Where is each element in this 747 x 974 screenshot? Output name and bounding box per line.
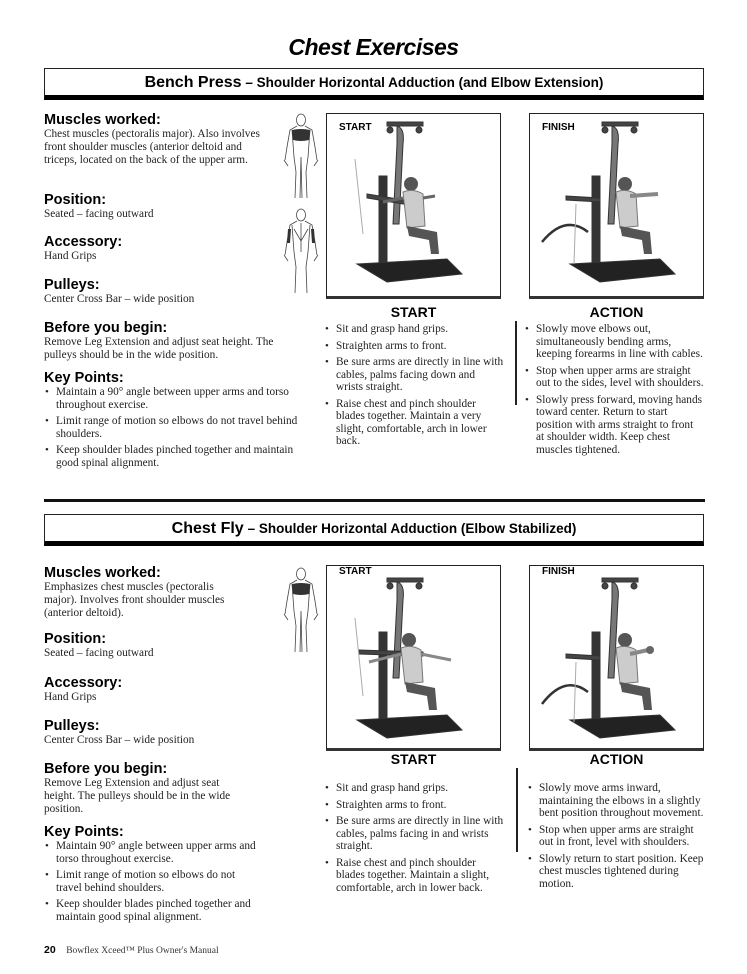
exercise-header-chest-fly (44, 514, 704, 546)
exercise-name: Bench Press (144, 74, 242, 91)
muscles-worked-section (44, 112, 302, 167)
start-step: • Raise chest and pinch shoulder blades together. Maintain a slight, comfortable, arch in lower back. (324, 857, 504, 895)
muscles-worked-heading: Muscles worked: (44, 112, 161, 128)
photo-label-finish: FINISH (542, 566, 575, 577)
bowflex-machine-image (530, 114, 704, 299)
start-step: • Straighten arms to front. (324, 799, 504, 812)
section-divider (44, 499, 705, 502)
start-step: • Sit and grasp hand grips. (324, 782, 504, 795)
exercise-description: – Shoulder Horizontal Adduction (and Elbow Extension) (245, 75, 604, 90)
key-point: • Limit range of motion so elbows do not travel behind shoulders. (44, 869, 256, 894)
photo-label-start: START (339, 566, 372, 577)
action-step: • Slowly return to start position. Keep chest muscles tightened during motion. (527, 853, 707, 891)
start-title: START (390, 304, 437, 320)
photo-label-finish: FINISH (542, 122, 575, 133)
key-point: • Keep shoulder blades pinched together and maintain good spinal alignment. (44, 898, 256, 923)
muscles-worked-section (44, 565, 302, 620)
page-footer (44, 944, 219, 956)
before-you-begin-section (44, 320, 302, 362)
start-step: • Be sure arms are directly in line with cables, palms facing in and wrists straight. (324, 815, 504, 853)
key-point: • Maintain 90° angle between upper arms and torso throughout exercise. (44, 840, 256, 865)
start-step: • Be sure arms are directly in line with cables, palms facing down and wrists straight. (324, 356, 504, 394)
start-step: • Sit and grasp hand grips. (324, 323, 504, 336)
pulleys-section (44, 277, 302, 306)
action-steps-list (524, 323, 704, 460)
accessory-section (44, 234, 302, 263)
accessory-text: Hand Grips (44, 250, 97, 262)
accessory-text: Hand Grips (44, 691, 97, 703)
action-title: ACTION (589, 304, 644, 320)
position-heading: Position: (44, 192, 107, 208)
pulleys-text: Center Cross Bar – wide position (44, 734, 195, 746)
photo-label-start: START (339, 122, 372, 133)
pulleys-heading: Pulleys: (44, 718, 100, 734)
before-you-begin-heading: Before you begin: (44, 761, 168, 777)
manual-title: Bowflex Xceed™ Plus Owner's Manual (66, 946, 219, 956)
photo-finish-bench-press (529, 113, 704, 299)
muscles-worked-text: Emphasizes chest muscles (pectoralis major). Involves front shoulder muscles (anterior deltoid). (44, 581, 225, 619)
exercise-description: – Shoulder Horizontal Adduction (Elbow Stabilized) (247, 521, 577, 536)
anatomy-front-chest-icon (282, 112, 320, 202)
anatomy-front-chest-icon (282, 566, 320, 656)
action-divider (516, 768, 518, 852)
muscles-worked-heading: Muscles worked: (44, 565, 161, 581)
position-text: Seated – facing outward (44, 208, 154, 220)
key-point: • Maintain a 90° angle between upper arms and torso throughout exercise. (44, 386, 302, 411)
position-heading: Position: (44, 631, 107, 647)
accessory-heading: Accessory: (44, 675, 123, 691)
action-divider (515, 321, 517, 405)
position-section (44, 192, 302, 221)
accessory-section (44, 675, 302, 704)
start-steps-list (324, 323, 504, 452)
action-step: • Slowly move arms inward, maintaining the elbows in a slightly bent position throughout movement. (527, 782, 707, 820)
bowflex-machine-image (530, 566, 704, 751)
action-step: • Stop when upper arms are straight out to the sides, level with shoulders. (524, 365, 704, 390)
start-title: START (390, 751, 437, 767)
action-step: • Slowly move elbows out, simultaneously bending arms, keeping forearms in line with cables. (524, 323, 704, 361)
start-step: • Straighten arms to front. (324, 340, 504, 353)
action-title: ACTION (589, 751, 644, 767)
key-points-list (44, 840, 256, 923)
before-you-begin-text: Remove Leg Extension and adjust seat height. The pulleys should be in the wide position. (44, 777, 231, 815)
key-point: • Keep shoulder blades pinched together and maintain good spinal alignment. (44, 444, 302, 469)
exercise-header-bench-press (44, 68, 704, 100)
pulleys-heading: Pulleys: (44, 277, 100, 293)
action-steps-list (527, 782, 707, 894)
start-steps-list (324, 782, 504, 898)
photo-finish-chest-fly (529, 565, 704, 751)
key-point: • Limit range of motion so elbows do not travel behind shoulders. (44, 415, 302, 440)
pulleys-section (44, 718, 302, 747)
key-points-heading: Key Points: (44, 370, 124, 386)
before-you-begin-section (44, 761, 302, 816)
page-number: 20 (44, 944, 56, 956)
action-step: • Stop when upper arms are straight out in front, level with shoulders. (527, 824, 707, 849)
exercise-name: Chest Fly (171, 520, 244, 537)
page-title: Chest Exercises (288, 34, 459, 60)
start-step: • Raise chest and pinch shoulder blades together. Maintain a very slight, comfortable, arch in lower back. (324, 398, 504, 448)
position-text: Seated – facing outward (44, 647, 154, 659)
bowflex-machine-image (327, 566, 501, 751)
muscles-worked-text: Chest muscles (pectoralis major). Also involves front shoulder muscles (anterior deltoid and triceps, located on the back of the upper arm. (44, 128, 260, 166)
before-you-begin-text: Remove Leg Extension and adjust seat height. The pulleys should be in the wide position. (44, 336, 274, 361)
key-points-heading: Key Points: (44, 824, 124, 840)
key-points-section (44, 824, 302, 927)
before-you-begin-heading: Before you begin: (44, 320, 168, 336)
photo-start-bench-press (326, 113, 501, 299)
photo-start-chest-fly (326, 565, 501, 751)
anatomy-back-triceps-icon (282, 207, 320, 297)
key-points-list (44, 386, 302, 469)
pulleys-text: Center Cross Bar – wide position (44, 293, 195, 305)
action-step: • Slowly press forward, moving hands toward center. Return to start position with arms straight to front at shoulder width. Keep chest muscles tightened. (524, 394, 704, 457)
bowflex-machine-image (327, 114, 501, 299)
key-points-section (44, 370, 302, 473)
accessory-heading: Accessory: (44, 234, 123, 250)
position-section (44, 631, 302, 660)
